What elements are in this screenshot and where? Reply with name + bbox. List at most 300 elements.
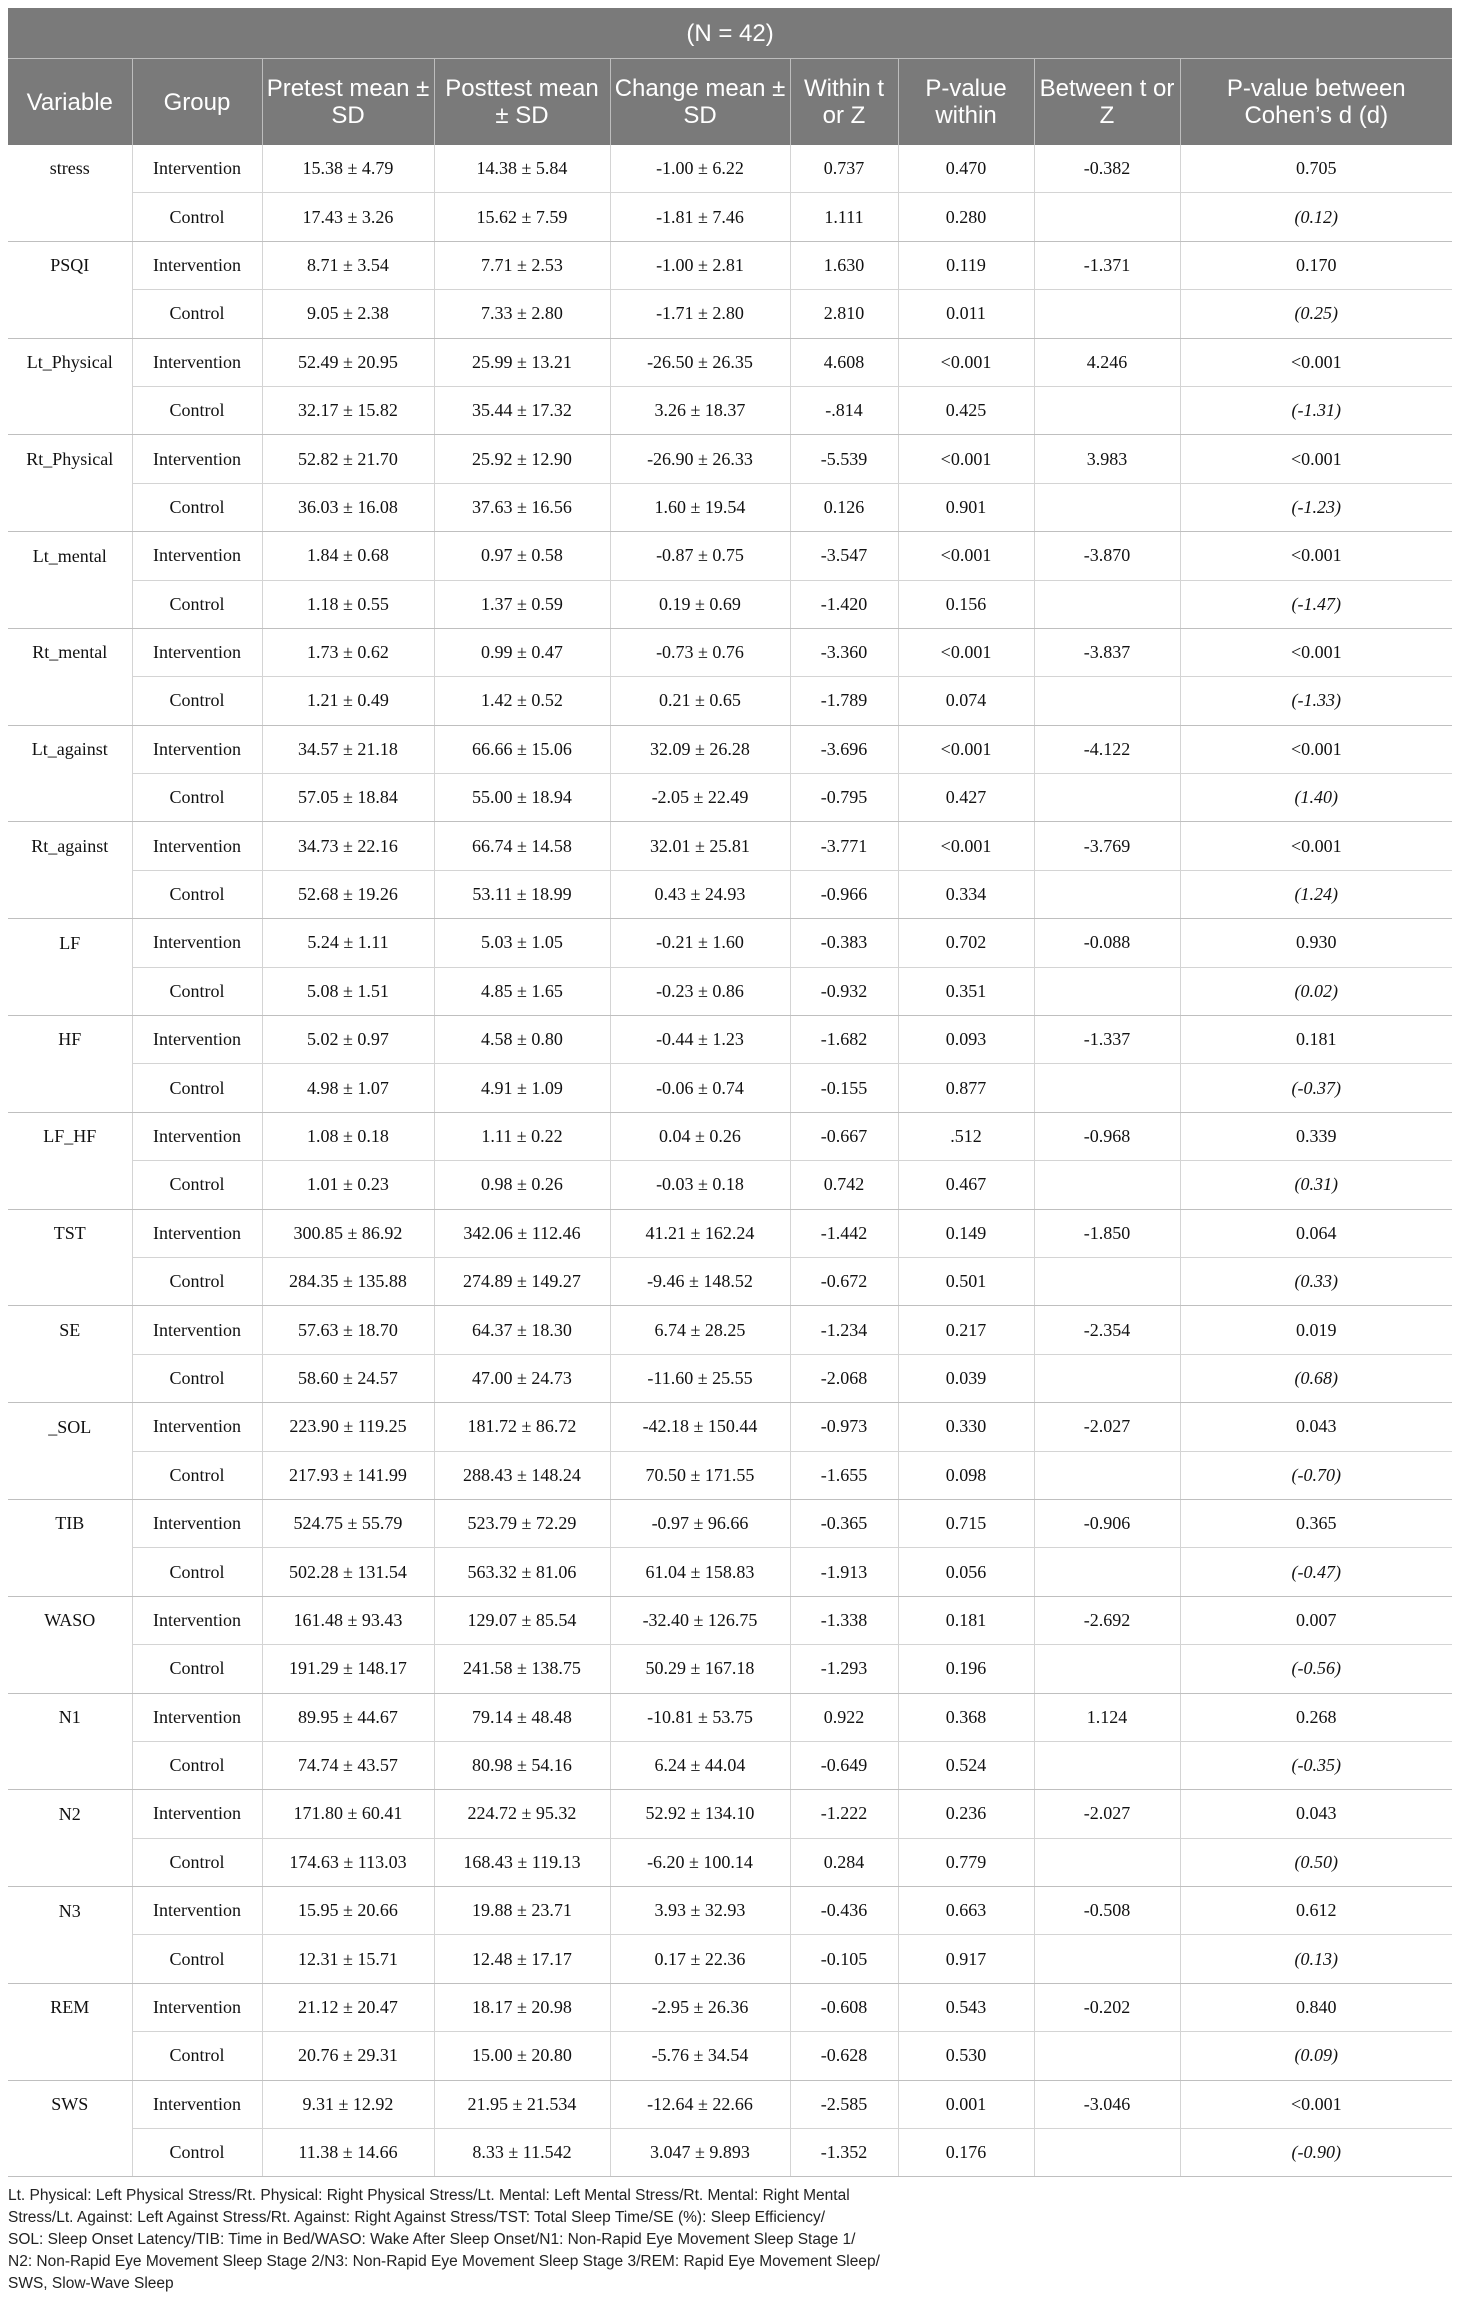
variable-cell: TST — [8, 1209, 132, 1257]
table-row-control — [8, 290, 1452, 338]
posttest-cell: 0.97 ± 0.58 — [434, 532, 610, 580]
change-cell: 0.17 ± 22.36 — [610, 1935, 790, 1983]
between-t-cell: 4.246 — [1034, 338, 1180, 386]
between-t-cell — [1034, 1451, 1180, 1499]
group-cell: Intervention — [132, 725, 262, 773]
within-t-cell: 1.111 — [790, 193, 898, 241]
within-t-cell: -.814 — [790, 386, 898, 434]
p-within-cell: 0.236 — [898, 1790, 1034, 1838]
within-t-cell: -3.360 — [790, 628, 898, 676]
p-within-cell: 0.039 — [898, 1354, 1034, 1402]
pretest-cell: 191.29 ± 148.17 — [262, 1645, 434, 1693]
table-row-intervention — [8, 1983, 1452, 2031]
group-cell: Intervention — [132, 1499, 262, 1547]
caption-row — [8, 8, 1452, 59]
pretest-cell: 4.98 ± 1.07 — [262, 1064, 434, 1112]
change-cell: -1.71 ± 2.80 — [610, 290, 790, 338]
between-t-cell — [1034, 1161, 1180, 1209]
p-within-cell: 0.425 — [898, 386, 1034, 434]
within-t-cell: -0.795 — [790, 774, 898, 822]
pretest-cell: 8.71 ± 3.54 — [262, 241, 434, 289]
within-t-cell: -1.789 — [790, 677, 898, 725]
table-row-intervention — [8, 919, 1452, 967]
variable-cell — [8, 1354, 132, 1402]
between-t-cell: -0.508 — [1034, 1887, 1180, 1935]
table-row-intervention — [8, 822, 1452, 870]
table-row-control — [8, 870, 1452, 918]
within-t-cell: -1.234 — [790, 1306, 898, 1354]
variable-cell: stress — [8, 145, 132, 193]
table-row-control — [8, 580, 1452, 628]
change-cell: -0.23 ± 0.86 — [610, 967, 790, 1015]
variable-cell: REM — [8, 1983, 132, 2031]
table-row-intervention — [8, 1693, 1452, 1741]
between-t-cell — [1034, 1257, 1180, 1305]
pretest-cell: 15.38 ± 4.79 — [262, 145, 434, 193]
variable-cell — [8, 1741, 132, 1789]
pretest-cell: 21.12 ± 20.47 — [262, 1983, 434, 2031]
header-row — [8, 59, 1452, 146]
variable-cell — [8, 1838, 132, 1886]
change-cell: -1.81 ± 7.46 — [610, 193, 790, 241]
within-t-cell: -2.068 — [790, 1354, 898, 1402]
change-cell: 41.21 ± 162.24 — [610, 1209, 790, 1257]
posttest-cell: 35.44 ± 17.32 — [434, 386, 610, 434]
p-within-cell: 0.334 — [898, 870, 1034, 918]
within-t-cell: -0.932 — [790, 967, 898, 1015]
p-between-cell: 0.019 — [1180, 1306, 1452, 1354]
posttest-cell: 5.03 ± 1.05 — [434, 919, 610, 967]
p-between-cell: (-0.56) — [1180, 1645, 1452, 1693]
p-between-cell: (-0.90) — [1180, 2129, 1452, 2177]
p-between-cell: 0.612 — [1180, 1887, 1452, 1935]
change-cell: 3.93 ± 32.93 — [610, 1887, 790, 1935]
table-row-intervention — [8, 1887, 1452, 1935]
p-between-cell: (0.02) — [1180, 967, 1452, 1015]
change-cell: -42.18 ± 150.44 — [610, 1403, 790, 1451]
within-t-cell: 0.126 — [790, 483, 898, 531]
p-within-cell: 0.001 — [898, 2080, 1034, 2128]
pretest-cell: 217.93 ± 141.99 — [262, 1451, 434, 1499]
table-row-control — [8, 2129, 1452, 2177]
posttest-cell: 66.74 ± 14.58 — [434, 822, 610, 870]
p-between-cell: (0.09) — [1180, 2032, 1452, 2080]
change-cell: 61.04 ± 158.83 — [610, 1548, 790, 1596]
variable-cell: _SOL — [8, 1403, 132, 1451]
posttest-cell: 53.11 ± 18.99 — [434, 870, 610, 918]
posttest-cell: 342.06 ± 112.46 — [434, 1209, 610, 1257]
posttest-cell: 64.37 ± 18.30 — [434, 1306, 610, 1354]
change-cell: 32.01 ± 25.81 — [610, 822, 790, 870]
table-row-control — [8, 967, 1452, 1015]
variable-cell: WASO — [8, 1596, 132, 1644]
within-t-cell: 1.630 — [790, 241, 898, 289]
p-within-cell: 0.530 — [898, 2032, 1034, 2080]
variable-cell: Lt_against — [8, 725, 132, 773]
p-within-cell: 0.917 — [898, 1935, 1034, 1983]
header-p-between-d: P-value between Cohen’s d (d) — [1180, 59, 1452, 146]
pretest-cell: 36.03 ± 16.08 — [262, 483, 434, 531]
pretest-cell: 1.08 ± 0.18 — [262, 1112, 434, 1160]
p-between-cell: (-0.70) — [1180, 1451, 1452, 1499]
posttest-cell: 7.33 ± 2.80 — [434, 290, 610, 338]
table-row-control — [8, 1838, 1452, 1886]
variable-cell: HF — [8, 1016, 132, 1064]
header-between-t: Between t or Z — [1034, 59, 1180, 146]
group-cell: Intervention — [132, 1112, 262, 1160]
within-t-cell: 0.922 — [790, 1693, 898, 1741]
pretest-cell: 1.18 ± 0.55 — [262, 580, 434, 628]
pretest-cell: 57.05 ± 18.84 — [262, 774, 434, 822]
posttest-cell: 25.99 ± 13.21 — [434, 338, 610, 386]
table-row-control — [8, 1451, 1452, 1499]
variable-cell — [8, 1645, 132, 1693]
table-row-control — [8, 1354, 1452, 1402]
table-row-intervention — [8, 241, 1452, 289]
p-within-cell: 0.351 — [898, 967, 1034, 1015]
posttest-cell: 14.38 ± 5.84 — [434, 145, 610, 193]
group-cell: Intervention — [132, 1306, 262, 1354]
table-row-control — [8, 2032, 1452, 2080]
table-row-intervention — [8, 1209, 1452, 1257]
table-row-control — [8, 386, 1452, 434]
group-cell: Intervention — [132, 1403, 262, 1451]
variable-cell: PSQI — [8, 241, 132, 289]
within-t-cell: -0.973 — [790, 1403, 898, 1451]
p-between-cell: (-0.37) — [1180, 1064, 1452, 1112]
group-cell: Intervention — [132, 435, 262, 483]
change-cell: -0.87 ± 0.75 — [610, 532, 790, 580]
header-within-t: Within t or Z — [790, 59, 898, 146]
table-row-intervention — [8, 435, 1452, 483]
between-t-cell: -3.046 — [1034, 2080, 1180, 2128]
p-between-cell: (-0.47) — [1180, 1548, 1452, 1596]
group-cell: Intervention — [132, 1983, 262, 2031]
p-within-cell: 0.156 — [898, 580, 1034, 628]
table-caption: (N = 42) — [8, 8, 1452, 59]
table-row-intervention — [8, 628, 1452, 676]
group-cell: Intervention — [132, 1693, 262, 1741]
posttest-cell: 15.62 ± 7.59 — [434, 193, 610, 241]
posttest-cell: 129.07 ± 85.54 — [434, 1596, 610, 1644]
between-t-cell — [1034, 967, 1180, 1015]
variable-cell — [8, 2032, 132, 2080]
between-t-cell: -0.088 — [1034, 919, 1180, 967]
variable-cell — [8, 774, 132, 822]
p-within-cell: 0.467 — [898, 1161, 1034, 1209]
p-within-cell: 0.176 — [898, 2129, 1034, 2177]
header-variable: Variable — [8, 59, 132, 146]
header-posttest: Posttest mean ± SD — [434, 59, 610, 146]
between-t-cell — [1034, 677, 1180, 725]
variable-cell — [8, 870, 132, 918]
group-cell: Intervention — [132, 1790, 262, 1838]
between-t-cell — [1034, 386, 1180, 434]
p-within-cell: <0.001 — [898, 532, 1034, 580]
group-cell: Control — [132, 870, 262, 918]
p-within-cell: 0.427 — [898, 774, 1034, 822]
pretest-cell: 502.28 ± 131.54 — [262, 1548, 434, 1596]
p-within-cell: 0.056 — [898, 1548, 1034, 1596]
change-cell: 70.50 ± 171.55 — [610, 1451, 790, 1499]
within-t-cell: -1.338 — [790, 1596, 898, 1644]
variable-cell: LF — [8, 919, 132, 967]
pretest-cell: 34.73 ± 22.16 — [262, 822, 434, 870]
change-cell: -11.60 ± 25.55 — [610, 1354, 790, 1402]
change-cell: 0.43 ± 24.93 — [610, 870, 790, 918]
group-cell: Control — [132, 1645, 262, 1693]
p-within-cell: 0.181 — [898, 1596, 1034, 1644]
between-t-cell — [1034, 870, 1180, 918]
variable-cell — [8, 1451, 132, 1499]
p-between-cell: <0.001 — [1180, 435, 1452, 483]
table-row-control — [8, 1645, 1452, 1693]
posttest-cell: 25.92 ± 12.90 — [434, 435, 610, 483]
between-t-cell: -2.692 — [1034, 1596, 1180, 1644]
posttest-cell: 66.66 ± 15.06 — [434, 725, 610, 773]
table-row-intervention — [8, 1016, 1452, 1064]
posttest-cell: 21.95 ± 21.534 — [434, 2080, 610, 2128]
table-row-intervention — [8, 338, 1452, 386]
variable-cell: Rt_mental — [8, 628, 132, 676]
pretest-cell: 284.35 ± 135.88 — [262, 1257, 434, 1305]
within-t-cell: -2.585 — [790, 2080, 898, 2128]
variable-cell — [8, 386, 132, 434]
group-cell: Intervention — [132, 1016, 262, 1064]
pretest-cell: 9.31 ± 12.92 — [262, 2080, 434, 2128]
change-cell: 0.19 ± 0.69 — [610, 580, 790, 628]
pretest-cell: 52.68 ± 19.26 — [262, 870, 434, 918]
change-cell: -6.20 ± 100.14 — [610, 1838, 790, 1886]
p-between-cell: 0.268 — [1180, 1693, 1452, 1741]
posttest-cell: 55.00 ± 18.94 — [434, 774, 610, 822]
between-t-cell: -2.354 — [1034, 1306, 1180, 1354]
posttest-cell: 80.98 ± 54.16 — [434, 1741, 610, 1789]
group-cell: Intervention — [132, 822, 262, 870]
variable-cell — [8, 967, 132, 1015]
p-within-cell: 0.330 — [898, 1403, 1034, 1451]
within-t-cell: 2.810 — [790, 290, 898, 338]
change-cell: 6.24 ± 44.04 — [610, 1741, 790, 1789]
between-t-cell — [1034, 580, 1180, 628]
posttest-cell: 523.79 ± 72.29 — [434, 1499, 610, 1547]
change-cell: -0.03 ± 0.18 — [610, 1161, 790, 1209]
results-table — [8, 8, 1452, 2177]
group-cell: Control — [132, 193, 262, 241]
within-t-cell: -3.547 — [790, 532, 898, 580]
group-cell: Intervention — [132, 338, 262, 386]
within-t-cell: -1.352 — [790, 2129, 898, 2177]
p-between-cell: (1.40) — [1180, 774, 1452, 822]
p-between-cell: (0.68) — [1180, 1354, 1452, 1402]
p-within-cell: 0.280 — [898, 193, 1034, 241]
change-cell: -0.06 ± 0.74 — [610, 1064, 790, 1112]
within-t-cell: -3.696 — [790, 725, 898, 773]
within-t-cell: -1.442 — [790, 1209, 898, 1257]
between-t-cell: 1.124 — [1034, 1693, 1180, 1741]
table-row-control — [8, 1548, 1452, 1596]
p-between-cell: (0.25) — [1180, 290, 1452, 338]
change-cell: -32.40 ± 126.75 — [610, 1596, 790, 1644]
table-row-control — [8, 483, 1452, 531]
within-t-cell: 0.742 — [790, 1161, 898, 1209]
table-row-intervention — [8, 725, 1452, 773]
group-cell: Intervention — [132, 2080, 262, 2128]
within-t-cell: -0.436 — [790, 1887, 898, 1935]
between-t-cell — [1034, 1838, 1180, 1886]
pretest-cell: 74.74 ± 43.57 — [262, 1741, 434, 1789]
posttest-cell: 563.32 ± 81.06 — [434, 1548, 610, 1596]
p-between-cell: 0.064 — [1180, 1209, 1452, 1257]
posttest-cell: 224.72 ± 95.32 — [434, 1790, 610, 1838]
footnote-line: Lt. Physical: Left Physical Stress/Rt. Physical: Right Physical Stress/Lt. Mental: Left Mental Stress/Rt. Mental: Right Mental — [8, 2187, 850, 2205]
change-cell: -2.05 ± 22.49 — [610, 774, 790, 822]
variable-cell — [8, 1548, 132, 1596]
p-between-cell: (-0.35) — [1180, 1741, 1452, 1789]
pretest-cell: 1.21 ± 0.49 — [262, 677, 434, 725]
change-cell: 50.29 ± 167.18 — [610, 1645, 790, 1693]
pretest-cell: 58.60 ± 24.57 — [262, 1354, 434, 1402]
variable-cell — [8, 1257, 132, 1305]
within-t-cell: -0.365 — [790, 1499, 898, 1547]
pretest-cell: 174.63 ± 113.03 — [262, 1838, 434, 1886]
pretest-cell: 223.90 ± 119.25 — [262, 1403, 434, 1451]
table-row-intervention — [8, 1403, 1452, 1451]
p-within-cell: 0.093 — [898, 1016, 1034, 1064]
within-t-cell: -0.966 — [790, 870, 898, 918]
posttest-cell: 0.98 ± 0.26 — [434, 1161, 610, 1209]
pretest-cell: 32.17 ± 15.82 — [262, 386, 434, 434]
p-between-cell: <0.001 — [1180, 822, 1452, 870]
within-t-cell: -0.105 — [790, 1935, 898, 1983]
variable-cell: N1 — [8, 1693, 132, 1741]
table-row-intervention — [8, 1790, 1452, 1838]
p-within-cell: <0.001 — [898, 822, 1034, 870]
p-between-cell: 0.043 — [1180, 1403, 1452, 1451]
change-cell: -0.73 ± 0.76 — [610, 628, 790, 676]
group-cell: Intervention — [132, 241, 262, 289]
table-row-intervention — [8, 1596, 1452, 1644]
between-t-cell — [1034, 2129, 1180, 2177]
group-cell: Control — [132, 1161, 262, 1209]
posttest-cell: 8.33 ± 11.542 — [434, 2129, 610, 2177]
posttest-cell: 241.58 ± 138.75 — [434, 1645, 610, 1693]
variable-cell — [8, 483, 132, 531]
group-cell: Control — [132, 483, 262, 531]
p-between-cell: <0.001 — [1180, 2080, 1452, 2128]
pretest-cell: 524.75 ± 55.79 — [262, 1499, 434, 1547]
between-t-cell — [1034, 1645, 1180, 1693]
posttest-cell: 15.00 ± 20.80 — [434, 2032, 610, 2080]
between-t-cell: -4.122 — [1034, 725, 1180, 773]
between-t-cell — [1034, 1548, 1180, 1596]
posttest-cell: 18.17 ± 20.98 — [434, 1983, 610, 2031]
p-within-cell: <0.001 — [898, 435, 1034, 483]
pretest-cell: 9.05 ± 2.38 — [262, 290, 434, 338]
p-between-cell: 0.365 — [1180, 1499, 1452, 1547]
p-between-cell: 0.181 — [1180, 1016, 1452, 1064]
p-within-cell: <0.001 — [898, 725, 1034, 773]
group-cell: Intervention — [132, 628, 262, 676]
between-t-cell: -2.027 — [1034, 1790, 1180, 1838]
variable-cell — [8, 1161, 132, 1209]
between-t-cell: -0.382 — [1034, 145, 1180, 193]
p-between-cell: (-1.47) — [1180, 580, 1452, 628]
p-within-cell: .512 — [898, 1112, 1034, 1160]
header-group: Group — [132, 59, 262, 146]
p-between-cell: 0.007 — [1180, 1596, 1452, 1644]
between-t-cell: -3.870 — [1034, 532, 1180, 580]
within-t-cell: -5.539 — [790, 435, 898, 483]
posttest-cell: 1.11 ± 0.22 — [434, 1112, 610, 1160]
p-between-cell: (-1.31) — [1180, 386, 1452, 434]
group-cell: Intervention — [132, 919, 262, 967]
within-t-cell: -0.667 — [790, 1112, 898, 1160]
group-cell: Control — [132, 1064, 262, 1112]
results-table-container — [8, 8, 1452, 2295]
change-cell: -1.00 ± 2.81 — [610, 241, 790, 289]
p-within-cell: 0.011 — [898, 290, 1034, 338]
header-change: Change mean ± SD — [610, 59, 790, 146]
p-within-cell: 0.196 — [898, 1645, 1034, 1693]
p-within-cell: <0.001 — [898, 628, 1034, 676]
table-row-control — [8, 1064, 1452, 1112]
posttest-cell: 274.89 ± 149.27 — [434, 1257, 610, 1305]
within-t-cell: 0.737 — [790, 145, 898, 193]
p-within-cell: 0.368 — [898, 1693, 1034, 1741]
p-between-cell: 0.705 — [1180, 145, 1452, 193]
posttest-cell: 1.42 ± 0.52 — [434, 677, 610, 725]
pretest-cell: 15.95 ± 20.66 — [262, 1887, 434, 1935]
p-between-cell: 0.170 — [1180, 241, 1452, 289]
group-cell: Control — [132, 2032, 262, 2080]
group-cell: Control — [132, 290, 262, 338]
variable-cell: N2 — [8, 1790, 132, 1838]
within-t-cell: -0.155 — [790, 1064, 898, 1112]
pretest-cell: 52.82 ± 21.70 — [262, 435, 434, 483]
p-between-cell: 0.043 — [1180, 1790, 1452, 1838]
change-cell: -12.64 ± 22.66 — [610, 2080, 790, 2128]
table-row-control — [8, 1257, 1452, 1305]
pretest-cell: 5.08 ± 1.51 — [262, 967, 434, 1015]
change-cell: -5.76 ± 34.54 — [610, 2032, 790, 2080]
change-cell: 3.26 ± 18.37 — [610, 386, 790, 434]
table-row-control — [8, 774, 1452, 822]
between-t-cell — [1034, 2032, 1180, 2080]
posttest-cell: 181.72 ± 86.72 — [434, 1403, 610, 1451]
between-t-cell — [1034, 1741, 1180, 1789]
group-cell: Control — [132, 967, 262, 1015]
group-cell: Control — [132, 1548, 262, 1596]
variable-cell: N3 — [8, 1887, 132, 1935]
variable-cell: Rt_against — [8, 822, 132, 870]
within-t-cell: -1.293 — [790, 1645, 898, 1693]
between-t-cell: -2.027 — [1034, 1403, 1180, 1451]
change-cell: -2.95 ± 26.36 — [610, 1983, 790, 2031]
change-cell: -0.97 ± 96.66 — [610, 1499, 790, 1547]
between-t-cell — [1034, 1935, 1180, 1983]
variable-cell: SWS — [8, 2080, 132, 2128]
posttest-cell: 7.71 ± 2.53 — [434, 241, 610, 289]
between-t-cell — [1034, 290, 1180, 338]
table-row-control — [8, 193, 1452, 241]
p-between-cell: 0.930 — [1180, 919, 1452, 967]
pretest-cell: 52.49 ± 20.95 — [262, 338, 434, 386]
variable-cell: SE — [8, 1306, 132, 1354]
between-t-cell — [1034, 483, 1180, 531]
between-t-cell: -1.850 — [1034, 1209, 1180, 1257]
pretest-cell: 89.95 ± 44.67 — [262, 1693, 434, 1741]
